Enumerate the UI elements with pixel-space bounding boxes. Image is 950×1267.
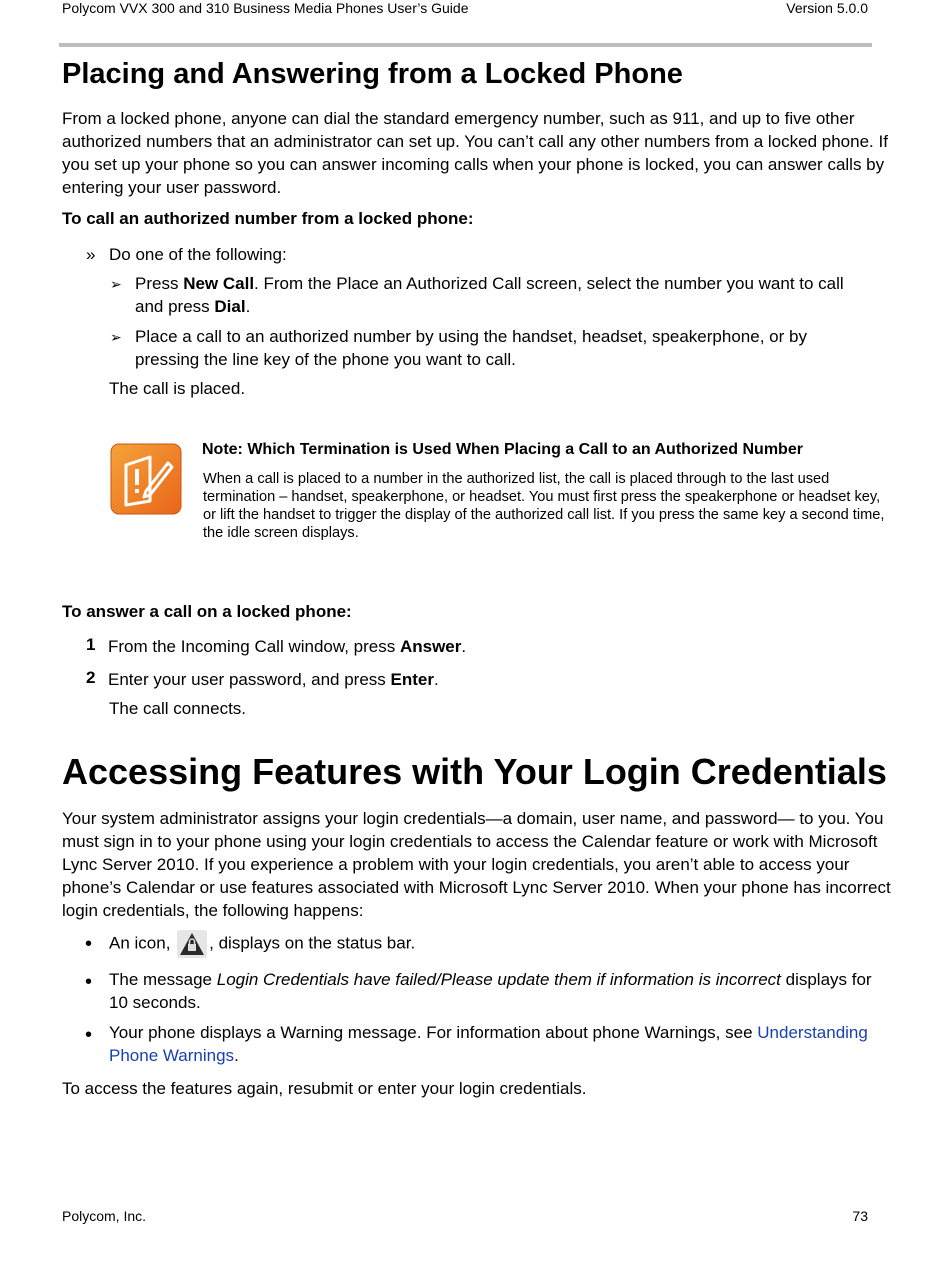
bullet-warning xyxy=(109,1021,879,1067)
answer-step-number: 2 xyxy=(86,668,96,687)
bullet-failed-message xyxy=(109,968,879,1014)
call-connects-result: The call connects. xyxy=(109,699,247,718)
note-pencil-icon xyxy=(110,443,182,515)
option-handset: Place a call to an authorized number by using the handset, headset, speakerphone, or by pressing the line key of the phone you want to call. xyxy=(135,327,807,369)
answer-step-2-pre: Enter your user password, and press xyxy=(108,670,391,689)
bullet1-post: , displays on the status bar. xyxy=(209,933,416,953)
page-number: 73 xyxy=(852,1208,868,1224)
header-rule xyxy=(59,43,872,47)
footer-company: Polycom, Inc. xyxy=(62,1208,147,1224)
locked-phone-intro: From a locked phone, anyone can dial the standard emergency number, such as 911, and up to five other authorized numbers that an administrator can set up. You can’t call any other numbers from a locked phone. If you set up your phone so you can answer incoming calls when your phone is locked, you can answer calls by entering your user password. xyxy=(62,109,888,197)
bullet-marker: • xyxy=(85,933,93,955)
option-marker: ➢ xyxy=(110,276,122,292)
bullet3-pre: Your phone displays a Warning message. For information about phone Warnings, see xyxy=(109,1023,758,1042)
section-title-locked-phone: Placing and Answering from a Locked Phone xyxy=(62,58,683,90)
enter-key-label: Enter xyxy=(390,670,434,689)
answer-procedure-heading: To answer a call on a locked phone: xyxy=(62,602,352,621)
closing-text: To access the features again, resubmit or enter your login credentials. xyxy=(62,1079,587,1098)
bullet-marker: • xyxy=(85,1024,93,1046)
failed-message-text: Login Credentials have failed/Please update them if information is incorrect xyxy=(216,970,781,989)
bullet-icon-status xyxy=(109,930,869,958)
new-call-key-label: New Call xyxy=(183,274,255,293)
answer-step-1-post: . xyxy=(461,637,467,656)
bullet-marker: • xyxy=(85,971,93,993)
option1-pre: Press xyxy=(135,274,184,293)
answer-step-number: 1 xyxy=(86,635,96,654)
login-credentials-intro: Your system administrator assigns your login credentials—a domain, user name, and password— to you. You must sign in to your phone using your login credentials to access the Calendar feature or work with Microsoft Lync Server 2010. If you experience a problem with your login credentials, you aren’t able to access your phone’s Calendar or use features associated with Microsoft Lync Server 2010. When your phone has incorrect login credentials, the following happens: xyxy=(62,809,891,920)
note-body: When a call is placed to a number in the authorized list, the call is placed through to the last used termination – handset, speakerphone, or headset. You must first press the speakerphone or headset key, or lift the handset to trigger the display of the authorized call list. If you press the same key a second time, the idle screen displays. xyxy=(203,471,885,541)
call-procedure-heading: To call an authorized number from a locked phone: xyxy=(62,209,474,228)
step-marker: » xyxy=(86,245,96,264)
bullet3-post: . xyxy=(234,1046,239,1065)
section-title-login-credentials: Accessing Features with Your Login Credentials xyxy=(62,751,887,792)
answer-step-2-post: . xyxy=(434,670,439,689)
note-title: Note: Which Termination is Used When Placing a Call to an Authorized Number xyxy=(202,441,803,458)
answer-step-1 xyxy=(108,635,466,658)
understanding-phone-warnings-link[interactable]: Understanding Phone Warnings xyxy=(109,1023,868,1065)
bullet2-pre: The message xyxy=(109,970,217,989)
locked-credentials-icon xyxy=(177,930,207,958)
running-header-version: Version 5.0.0 xyxy=(786,0,868,16)
bullet1-pre: An icon, xyxy=(109,933,176,953)
option1-post: . xyxy=(245,297,251,316)
step-text: Do one of the following: xyxy=(109,245,287,264)
dial-key-label: Dial xyxy=(214,297,246,316)
option-new-call xyxy=(135,272,875,318)
answer-step-2 xyxy=(108,668,439,691)
answer-step-1-pre: From the Incoming Call window, press xyxy=(108,637,400,656)
running-header-title: Polycom VVX 300 and 310 Business Media Phones User’s Guide xyxy=(62,0,469,16)
call-placed-result: The call is placed. xyxy=(109,379,246,398)
option-marker: ➢ xyxy=(110,329,122,345)
answer-key-label: Answer xyxy=(399,637,462,656)
bullet2-post: displays for 10 seconds. xyxy=(109,970,872,1012)
option1-mid: . From the Place an Authorized Call screen, select the number you want to call and press xyxy=(135,274,844,316)
